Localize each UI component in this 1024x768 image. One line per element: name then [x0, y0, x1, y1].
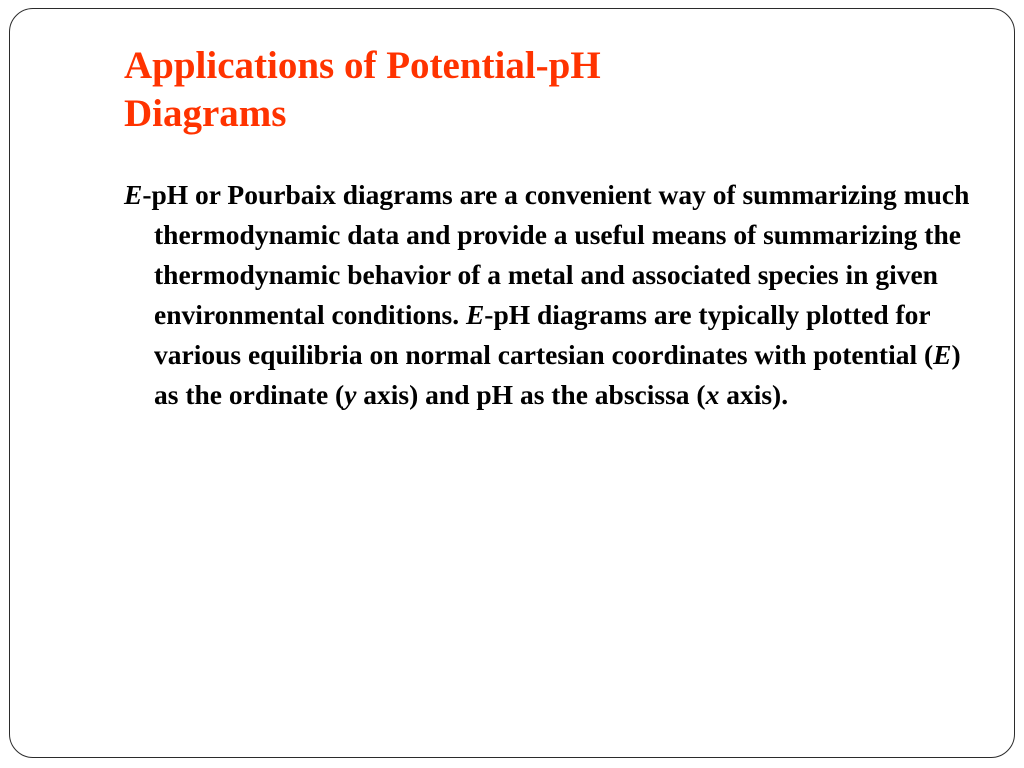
slide-title: [124, 42, 984, 138]
y-variable: y: [344, 379, 357, 410]
body-text-4: axis) and pH as the abscissa (: [356, 379, 706, 410]
slide-frame: [9, 8, 1015, 758]
body-text-5: axis).: [719, 379, 789, 410]
title-line-1: Applications of Potential-pH: [124, 44, 601, 87]
title-line-2: Diagrams: [124, 92, 287, 135]
e-variable: E: [465, 299, 485, 330]
body-text-3: ) as the ordinate (: [154, 339, 961, 410]
body-text-1: -pH or Pourbaix diagrams are a convenient way of summarizing much thermodynamic data and provide a useful means of summarizing the thermodynamic behavior of a metal and associated species in given environmental conditions.: [142, 179, 970, 330]
body-text-2: -pH diagrams are typically plotted for various equilibria on normal cartesian coordinates with potential (: [154, 299, 934, 370]
body-paragraph: [124, 175, 990, 415]
e-variable: E: [933, 339, 952, 370]
e-variable: E: [124, 179, 143, 210]
x-variable: x: [705, 379, 720, 410]
